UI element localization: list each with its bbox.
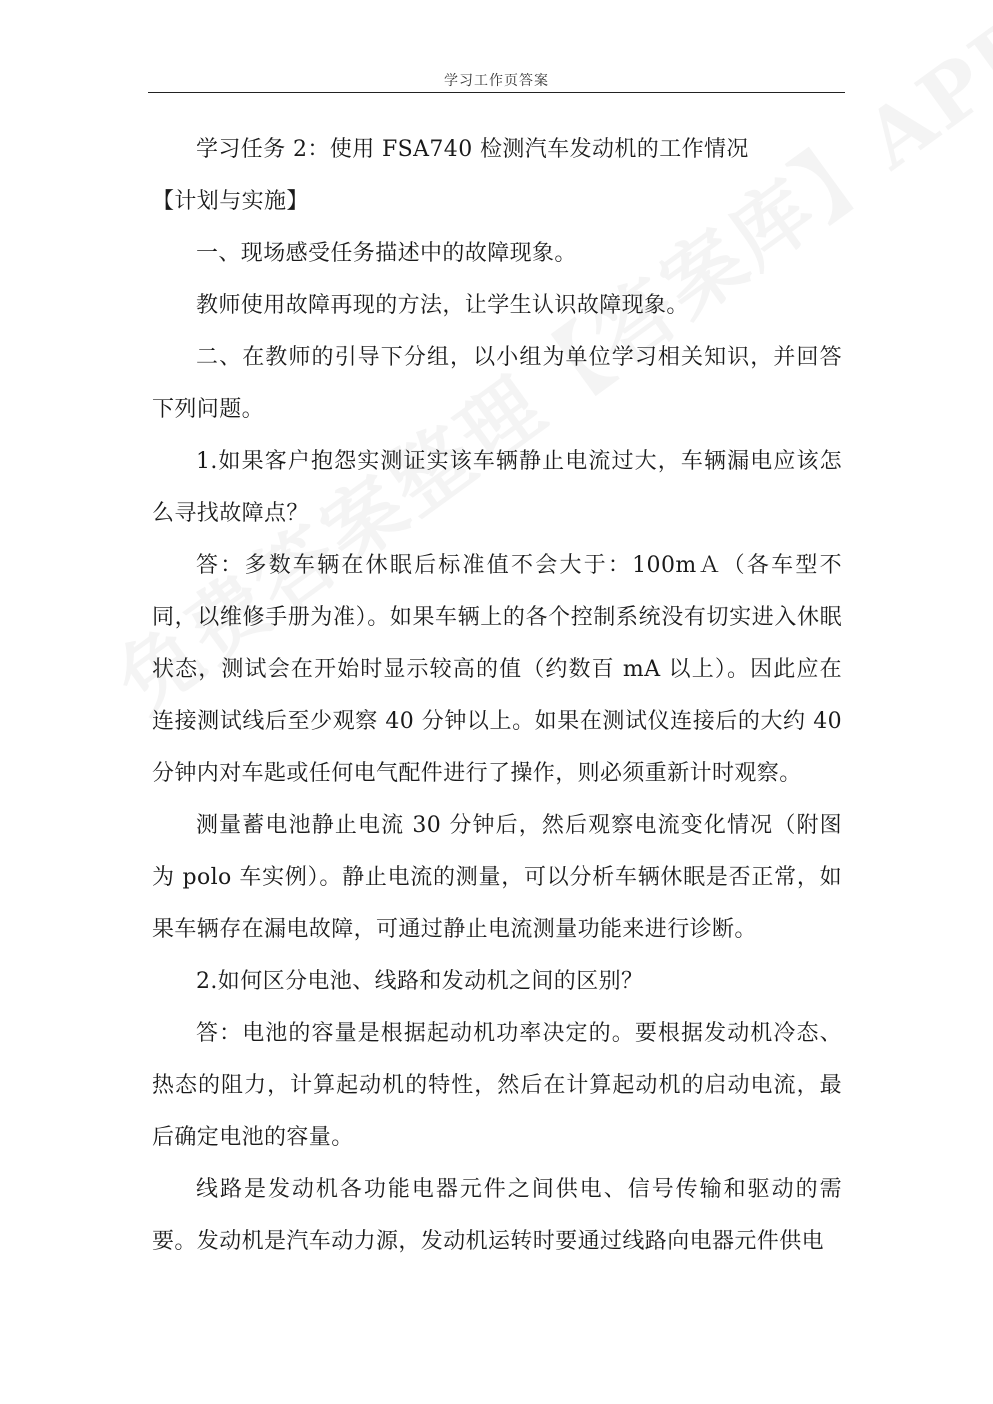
question: 2.如何区分电池、线路和发动机之间的区别？ xyxy=(196,969,644,994)
question: 1.如果客户抱怨实测证实该车辆静止电流过大，车辆漏电应该怎么寻找故障点？ xyxy=(152,449,842,526)
paragraph: 教师使用故障再现的方法，让学生认识故障现象。 xyxy=(196,293,689,318)
paragraph: 线路是发动机各功能电器元件之间供电、信号传输和驱动的需要。发动机是汽车动力源，发动机运转时要通过线路向电器元件供电 xyxy=(152,1177,842,1254)
header-divider xyxy=(148,92,845,93)
document-body xyxy=(152,124,842,1268)
paragraph: 二、在教师的引导下分组，以小组为单位学习相关知识，并回答下列问题。 xyxy=(152,345,842,422)
answer: 答：多数车辆在休眠后标准值不会大于：100mＡ（各车型不同，以维修手册为准）。如果车辆上的各个控制系统没有切实进入休眠状态，测试会在开始时显示较高的值（约数百 mA 以上）。因此应在连接测试线后至少观察 40 分钟以上。如果在测试仪连接后的大约 40 分钟内对车匙或任何电气配件进行了操作，则必须重新计时观察。 xyxy=(152,553,842,786)
page-header: 学习工作页答案 xyxy=(444,73,549,89)
paragraph: 测量蓄电池静止电流 30 分钟后，然后观察电流变化情况（附图为 polo 车实例）。静止电流的测量，可以分析车辆休眠是否正常，如果车辆存在漏电故障，可通过静止电流测量功能来进行诊断。 xyxy=(152,813,842,942)
answer: 答：电池的容量是根据起动机功率决定的。要根据发动机冷态、热态的阻力，计算起动机的特性，然后在计算起动机的启动电流，最后确定电池的容量。 xyxy=(152,1021,842,1150)
paragraph: 一、现场感受任务描述中的故障现象。 xyxy=(196,241,577,266)
section-heading: 【计划与实施】 xyxy=(152,189,309,214)
task-title: 学习任务 2：使用 FSA740 检测汽车发动机的工作情况 xyxy=(196,137,749,162)
